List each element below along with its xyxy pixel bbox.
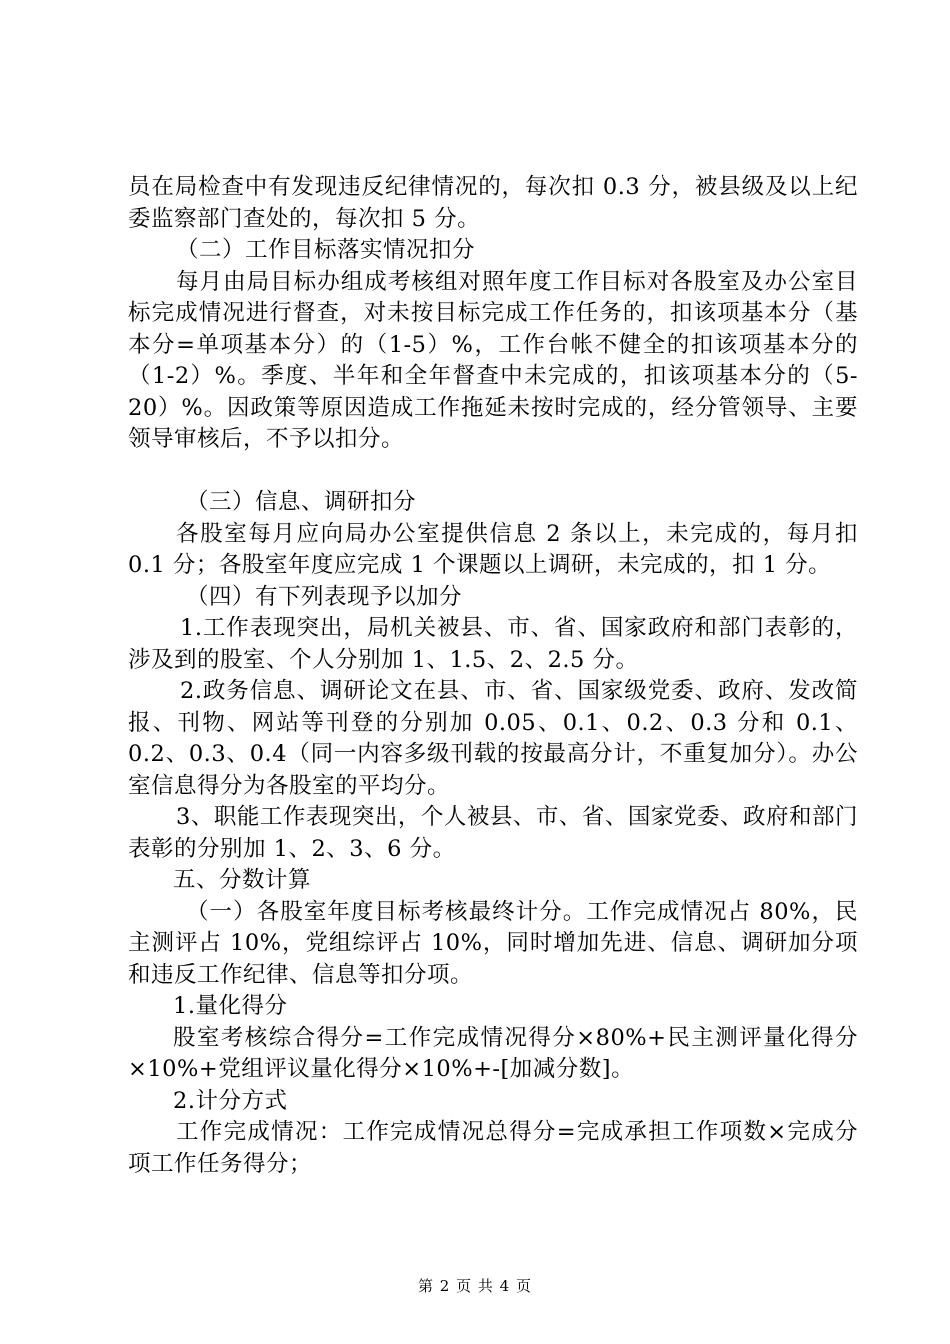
heading-work-target-deduction: （二）工作目标落实情况扣分	[176, 237, 476, 263]
paragraph-gap	[128, 456, 858, 488]
heading-quantified-score: 1.量化得分	[173, 993, 288, 1019]
paragraph-bonus-publication: 2.政务信息、调研论文在县、市、省、国家级党委、政府、发改简报、刊物、网站等刊登的分别加 0.05、0.1、0.2、0.3 分和 0.1、0.2、0.3、0.4（同一内容多级刊载的按最高分计，不重复加分）。办公室信息得分为各股室的平均分。	[128, 678, 858, 799]
paragraph-information-requirements: 各股室每月应向局办公室提供信息 2 条以上，未完成的，每月扣 0.1 分；各股室年度应完成 1 个课题以上调研，未完成的，扣 1 分。	[128, 520, 858, 578]
paragraph-bonus-individual: 3、职能工作表现突出，个人被县、市、省、国家党委、政府和部门表彰的分别加 1、2、3、6 分。	[128, 804, 858, 862]
paragraph-discipline-continued: 员在局检查中有发现违反纪律情况的，每次扣 0.3 分，被县级及以上纪委监察部门查处的，每次扣 5 分。	[128, 174, 858, 232]
heading-scoring-method: 2.计分方式	[173, 1087, 288, 1114]
heading-bonus-points: （四）有下列表现予以加分	[186, 583, 463, 610]
paragraph-final-score-weights: （一）各股室年度目标考核最终计分。工作完成情况占 80%，民主测评占 10%，党组综评占 10%，同时增加先进、信息、调研加分项和违反工作纪律、信息等扣分项。	[128, 898, 858, 988]
paragraph-bonus-commendation: 1.工作表现突出，局机关被县、市、省、国家政府和部门表彰的，涉及到的股室、个人分别加 1、1.5、2、2.5 分。	[128, 615, 858, 673]
paragraph-monthly-supervision: 每月由局目标办组成考核组对照年度工作目标对各股室及办公室目标完成情况进行督查，对未按目标完成工作任务的，扣该项基本分（基本分=单项基本分）的（1-5）%，工作台帐不健全的扣该项基本分的（1-2）%。季度、半年和全年督查中未完成的，扣该项基本分的（5-20）%。因政策等原因造成工作拖延未按时完成的，经分管领导、主要领导审核后，不予以扣分。	[128, 268, 859, 452]
heading-information-research-deduction: （三）信息、调研扣分	[186, 489, 417, 515]
paragraph-work-completion-score: 工作完成情况：工作完成情况总得分=完成承担工作项数×完成分项工作任务得分；	[128, 1119, 858, 1177]
document-body	[128, 172, 858, 1180]
heading-score-calculation: 五、分数计算	[173, 867, 312, 893]
paragraph-score-formula: 股室考核综合得分=工作完成情况得分×80%+民主测评量化得分×10%+党组评议量化得分×10%+-[加减分数]。	[128, 1024, 858, 1082]
page-number-footer: 第 2 页 共 4 页	[418, 1277, 532, 1295]
